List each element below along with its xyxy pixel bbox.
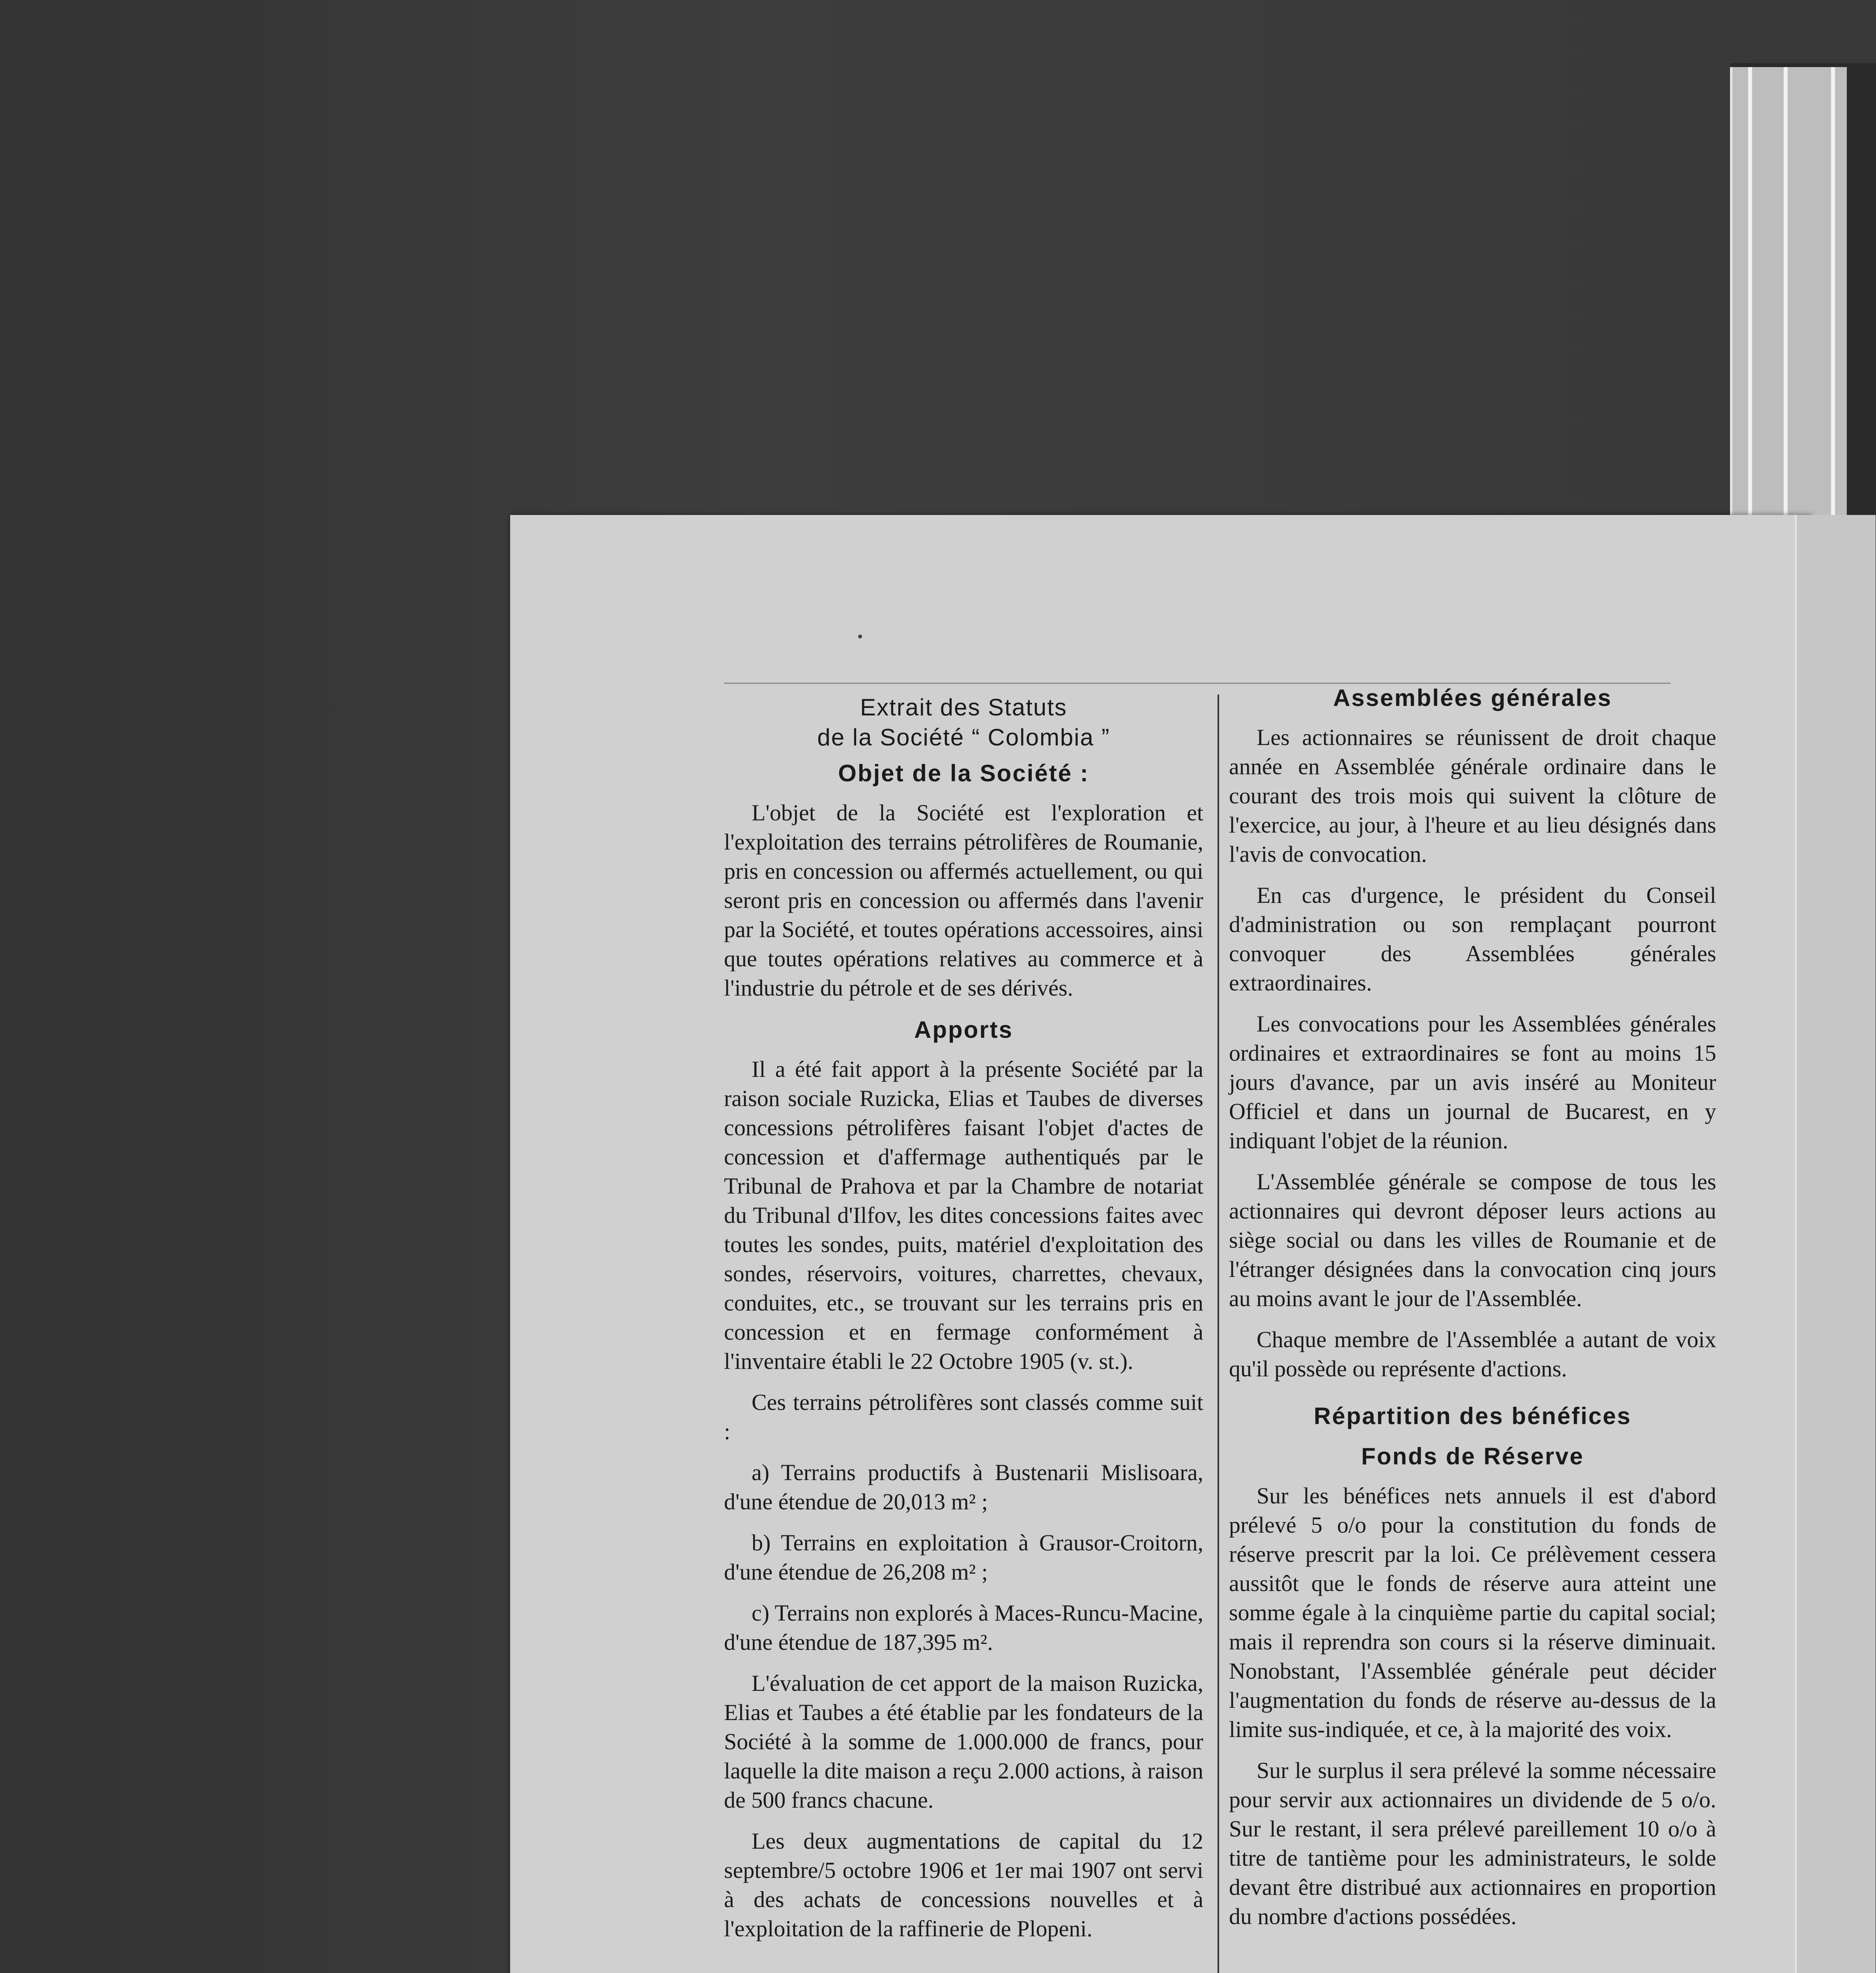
paragraph-objet: L'objet de la Société est l'exploration et l'exploitation des terrains pétrolifères de Roumanie, pris en concession ou affermés actuellement, ou qui seront pris en concession ou affermés dans l'avenir par la Société, et toutes opérations accessoires, ainsi que toutes opérations relatives au commerce et à l'industrie du pétrole et de ses dérivés. — [724, 800, 1203, 1001]
paragraph-item-c: c) Terrains non explorés à Maces-Runcu-Macine, d'une étendue de 187,395 m². — [724, 1600, 1203, 1655]
paragraph-augmentations: Les deux augmentations de capital du 12 septembre/5 octobre 1906 et 1er mai 1907 ont servi à des achats de concessions nouvelles et à l'exploitation de la raffinerie de Plopeni. — [724, 1828, 1203, 1941]
title-line-2: de la Société “ Colombia ” — [817, 724, 1110, 751]
heading-assemblees: Assemblées générales — [1333, 685, 1612, 711]
paragraph-ag-3: Les convocations pour les Assemblées générales ordinaires et extraordinaires se font au moins 15 jours d'avance, par un avis inséré au Moniteur Officiel et dans un journal de Bucarest, en y indiquant l'objet de la réunion. — [1229, 1011, 1716, 1153]
paragraph-evaluation: L'évaluation de cet apport de la maison Ruzicka, Elias et Taubes a été établie par les fondateurs de la Société à la somme de 1.000.000 de francs, pour laquelle la dite maison a reçu 2.000 actions, à raison de 500 francs chacune. — [724, 1670, 1203, 1813]
paragraph-ag-1: Les actionnaires se réunissent de droit chaque année en Assemblée générale ordinaire dans le courant des trois mois qui suivent la clôture de l'exercice, au jour, à l'heure et au lieu désignés dans l'avis de convocation. — [1229, 724, 1716, 867]
paragraph-ag-5: Chaque membre de l'Assemblée a autant de voix qu'il possède ou représente d'actions. — [1229, 1327, 1716, 1381]
paragraph-ag-4: L'Assemblée générale se compose de tous les actionnaires qui devront déposer leurs actions au siège social ou dans les villes de Roumanie et de l'étranger désignées dans la convocation cinq jours au moins avant le jour de l'Assemblée. — [1229, 1169, 1716, 1311]
right-column — [1229, 683, 1716, 1943]
speck — [858, 635, 862, 638]
title-line-1: Extrait des Statuts — [860, 694, 1067, 721]
paragraph-fonds-1: Sur les bénéfices nets annuels il est d'abord prélevé 5 o/o pour la constitution du fonds de réserve prescrit par la loi. Ce prélèvement cessera aussitôt que le fonds de réserve aura atteint une somme égale à la cinquième partie du capital social; mais il reprendra son cours si la réserve diminuait. Nonobstant, l'Assemblée générale peut décider l'augmentation du fonds de réserve au-dessus de la limite sus-indiquée, et ce, à la majorité des voix. — [1229, 1483, 1716, 1742]
left-column — [724, 693, 1203, 1955]
heading-objet: Objet de la Société : — [838, 760, 1089, 786]
paragraph-item-b: b) Terrains en exploitation à Grausor-Croitorn, d'une étendue de 26,208 m² ; — [724, 1530, 1203, 1585]
column-divider — [1218, 694, 1219, 1973]
paragraph-apports-2: Ces terrains pétrolifères sont classés comme suit : — [724, 1389, 1203, 1444]
page-edge — [1795, 515, 1876, 1973]
heading-fonds-reserve: Fonds de Réserve — [1361, 1443, 1584, 1469]
heading-apports: Apports — [914, 1016, 1013, 1043]
paragraph-item-a: a) Terrains productifs à Bustenarii Mislisoara, d'une étendue de 20,013 m² ; — [724, 1460, 1203, 1514]
heading-repartition: Répartition des bénéfices — [1313, 1403, 1632, 1429]
paragraph-apports-1: Il a été fait apport à la présente Société par la raison sociale Ruzicka, Elias et Taubes de diverses concessions pétrolifères faisant l'objet d'actes de concession et d'affermage authentiqués par le Tribunal de Prahova et par la Chambre de notariat du Tribunal d'Ilfov, les dites concessions faites avec toutes les sondes, puits, matériel d'exploitation des sondes, réservoirs, voitures, charrettes, chevaux, conduites, etc., se trouvant sur les terrains pris en concession et en fermage conformément à l'inventaire établi le 22 Octobre 1905 (v. st.). — [724, 1056, 1203, 1374]
paragraph-ag-2: En cas d'urgence, le président du Conseil d'administration ou son remplaçant pourront convoquer des Assemblées générales extraordinaires. — [1229, 882, 1716, 996]
paragraph-fonds-2: Sur le surplus il sera prélevé la somme nécessaire pour servir aux actionnaires un dividende de 5 o/o. Sur le restant, il sera prélevé pareillement 10 o/o à titre de tantième pour les administrateurs, le solde devant être distribué aux actionnaires en proportion du nombre d'actions possédées. — [1229, 1758, 1716, 1929]
